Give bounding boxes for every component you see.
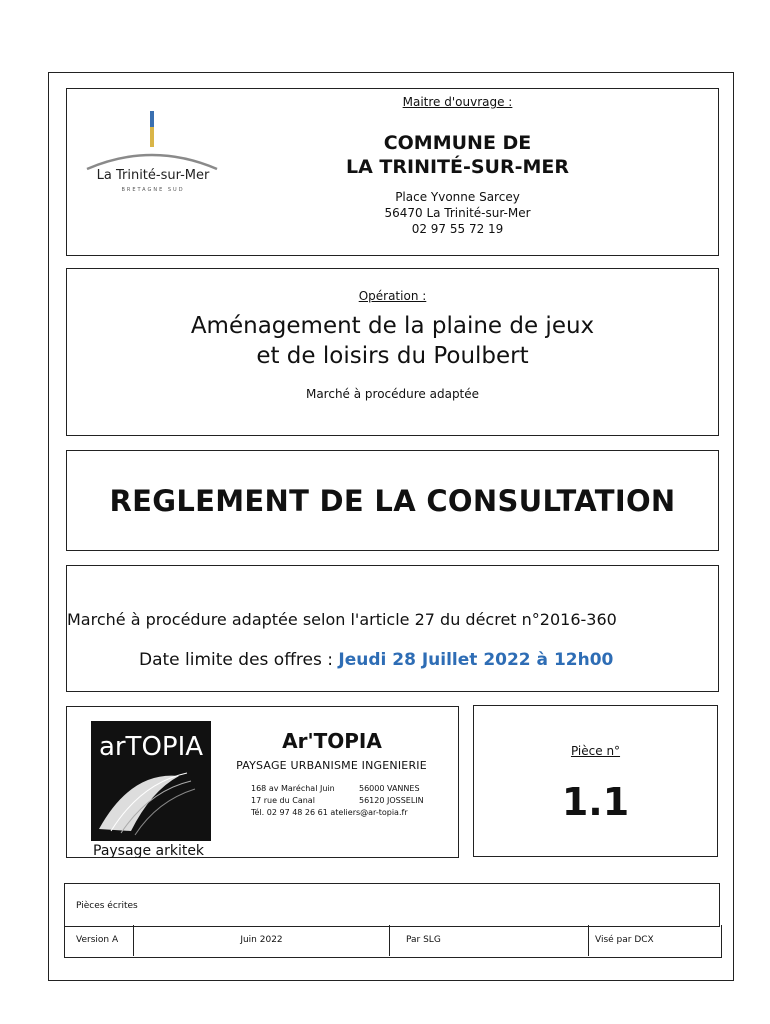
operation-subtitle: Marché à procédure adaptée	[305, 387, 480, 401]
operation-title-line2: et de loisirs du Poulbert	[256, 343, 529, 369]
deadline-value: Jeudi 28 Juillet 2022 à 12h00	[338, 650, 614, 670]
artopia-tagline: PAYSAGE URBANISME INGENIERIE	[236, 759, 427, 772]
operation-title-line1: Aménagement de la plaine de jeux	[190, 313, 595, 339]
artopia-logo-caption: Paysage arkitek	[93, 843, 205, 859]
footer-author: Par SLG	[390, 925, 589, 956]
marche-text: Marché à procédure adaptée selon l'article 27 du décret n°2016-360	[67, 610, 617, 629]
owner-label: Maitre d'ouvrage :	[402, 95, 513, 109]
artopia-contact: Tél. 02 97 48 26 61 ateliers@ar-topia.fr	[251, 808, 408, 817]
owner-address	[67, 189, 718, 237]
operation-label: Opération :	[358, 289, 427, 303]
reglement-title: REGLEMENT DE LA CONSULTATION	[109, 484, 676, 518]
piece-number: 1.1	[561, 780, 630, 824]
reglement-box	[66, 450, 719, 551]
artopia-addr1-street: 168 av Maréchal Juin	[251, 784, 335, 793]
footer-row	[64, 925, 722, 958]
footer-top-cell	[64, 883, 720, 927]
footer-table	[64, 883, 720, 957]
artopia-addr1-city: 56000 VANNES	[359, 784, 420, 793]
artopia-address-row2	[251, 795, 424, 807]
deadline-line	[139, 650, 613, 670]
deadline-label: Date limite des offres :	[139, 650, 339, 670]
commune-line2: LA TRINITÉ-SUR-MER	[345, 156, 570, 178]
artopia-address-row1	[251, 783, 424, 795]
commune-line1: COMMUNE DE	[383, 132, 532, 154]
commune-name	[67, 131, 718, 179]
artopia-logo-text: arTOPIA	[98, 732, 204, 762]
footer-version: Version A	[65, 925, 134, 956]
operation-box	[66, 268, 719, 436]
address-line2: 56470 La Trinité-sur-Mer	[384, 206, 531, 220]
artopia-box	[66, 706, 459, 858]
address-line1: Place Yvonne Sarcey	[395, 190, 520, 204]
footer-pieces-label: Pièces écrites	[76, 901, 138, 911]
marche-box	[66, 565, 719, 692]
artopia-address	[251, 783, 424, 819]
operation-title	[67, 311, 718, 371]
artopia-name: Ar'TOPIA	[282, 729, 382, 753]
owner-box	[66, 88, 719, 256]
logo-subtext: BRETAGNE SUD	[121, 187, 185, 193]
footer-vise: Visé par DCX	[595, 935, 654, 945]
piece-label: Pièce n°	[570, 744, 621, 758]
logo-text: La Trinité-sur-Mer	[96, 168, 210, 183]
footer-date: Juin 2022	[134, 925, 390, 956]
owner-phone: 02 97 55 72 19	[411, 222, 504, 236]
artopia-addr2-city: 56120 JOSSELIN	[359, 796, 424, 805]
piece-box	[473, 705, 718, 857]
artopia-logo	[91, 721, 211, 859]
artopia-addr2-street: 17 rue du Canal	[251, 796, 315, 805]
